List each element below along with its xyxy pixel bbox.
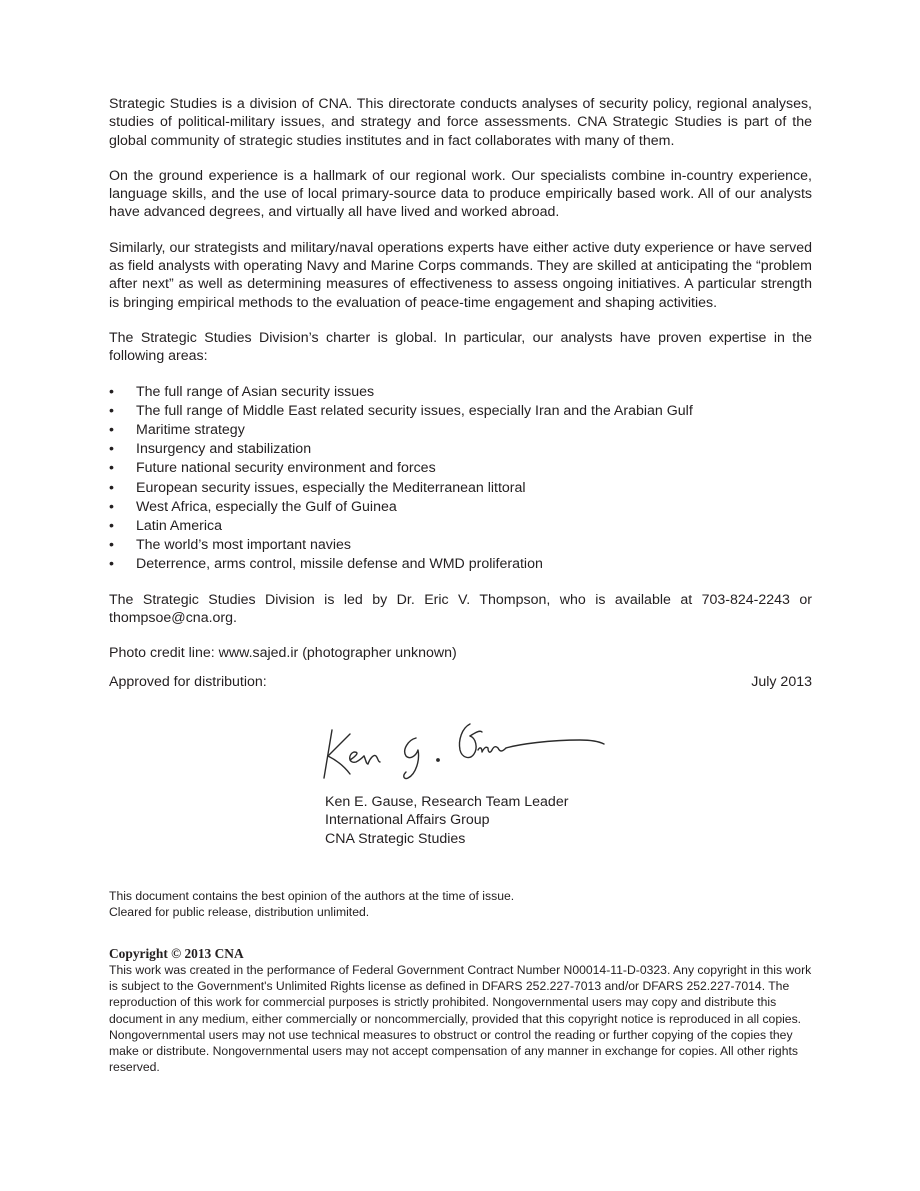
approval-date: July 2013 [751,674,812,691]
contact-paragraph: The Strategic Studies Division is led by Dr. Eric V. Thompson, who is available at 703-824-2243 or thompsoe@cna.org. [109,591,812,626]
signature-image [320,716,610,786]
bullet-icon: • [109,537,114,554]
expertise-list [109,383,812,575]
document-body [109,95,812,691]
signer-org: CNA Strategic Studies [325,830,466,847]
copyright-text: This work was created in the performance of Federal Government Contract Number N00014-11-D-0323. Any copyright in this work is subject to the Government's Unlimited Rights license as defined in DFARS 252.227-7013 and/or DFARS 252.227-7014. The reproduction of this work for commercial purposes is strictly prohibited. Nongovernmental users may copy and distribute this document in any medium, either commercially or noncommercially, provided that this copyright notice is reproduced in all copies. Nongovernmental users may not use technical measures to obstruct or control the reading or further copying of the copies they make or distribute. Nongovernmental users may not accept compensation of any manner in exchange for copies. All other rights reserved. [109,963,812,1075]
copyright-heading: Copyright © 2013 CNA [109,946,244,961]
opinion-notice: This document contains the best opinion of the authors at the time of issue. [109,889,515,903]
bullet-icon: • [109,402,114,419]
bullet-icon: • [109,498,114,515]
bullet-icon: • [109,556,114,573]
bullet-icon: • [109,517,114,534]
intro-paragraph: Strategic Studies is a division of CNA. This directorate conducts analyses of security policy, regional analyses, studies of political-military issues, and strategy and force assessments. CNA Strategic Studies is part of the global community of strategic studies institutes and in fact collaborates with many of them. [109,96,812,149]
strategists-paragraph: Similarly, our strategists and military/naval operations experts have either active duty experience or have served as field analysts with operating Navy and Marine Corps commands. They are skilled at anticipating the “problem after next” as well as determining measures of effectiveness to assess ongoing initiatives. A particular strength is bringing empirical methods to the evaluation of peace-time engagement and shaping activities. [109,239,812,311]
list-item: • The full range of Asian security issues [109,383,812,402]
bullet-icon: • [109,441,114,458]
list-item: • European security issues, especially the Mediterranean littoral [109,479,812,498]
bullet-icon: • [109,460,114,477]
list-item: • West Africa, especially the Gulf of Guinea [109,498,812,517]
list-item: • The world’s most important navies [109,536,812,555]
bullet-icon: • [109,421,114,438]
photo-credit: Photo credit line: www.sajed.ir (photographer unknown) [109,645,457,662]
bullet-icon: • [109,479,114,496]
release-notice [109,888,814,920]
signer-name: Ken E. Gause, Research Team Leader [325,794,569,810]
experience-paragraph: On the ground experience is a hallmark of our regional work. Our specialists combine in-country experience, language skills, and the use of local primary-source data to produce empirically based work. All of our analysts have advanced degrees, and virtually all have lived and worked abroad. [109,167,812,221]
bullet-icon: • [109,383,114,400]
release-statement: Cleared for public release, distribution unlimited. [109,905,370,919]
list-item: • Maritime strategy [109,421,812,440]
list-item: • Future national security environment and forces [109,459,812,478]
list-item: • The full range of Middle East related security issues, especially Iran and the Arabian Gulf [109,402,812,421]
signer-group: International Affairs Group [325,812,490,829]
copyright-block [109,946,814,1075]
signer-block [325,793,568,848]
charter-paragraph: The Strategic Studies Division’s charter is global. In particular, our analysts have proven expertise in the following areas: [109,329,812,365]
list-item: • Deterrence, arms control, missile defense and WMD proliferation [109,555,812,574]
list-item: • Latin America [109,517,812,536]
approval-row [109,673,812,691]
approval-label: Approved for distribution: [109,674,267,691]
list-item: • Insurgency and stabilization [109,440,812,459]
